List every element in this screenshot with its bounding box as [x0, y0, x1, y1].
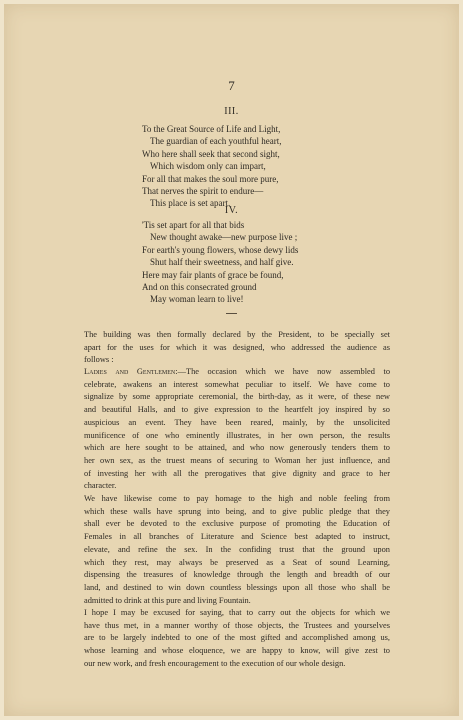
prose-line: which are here sought to be attained, and who now generously tenders them to — [84, 443, 390, 453]
paragraph — [84, 607, 390, 671]
prose-line: I hope I may be excused for saying, that to carry out the objects for which we — [84, 608, 390, 617]
prose-line: signalize by some appropriate ceremonial, the birth-day, as it were, of these new — [84, 392, 390, 402]
prose-line: our new work, and fresh encouragement to the execution of our whole design. — [84, 658, 346, 668]
prose-line: celebrate, awakens an interest somewhat peculiar to itself. We have come to — [84, 379, 390, 389]
prose-line: elevate, and refine the sex. In the confiding trust that the ground upon — [84, 544, 390, 554]
paragraph — [84, 366, 390, 493]
prose-line: Females in all branches of Literature and Science best adapted to instruct, — [84, 532, 390, 542]
verse-line: Which wisdom only can impart, — [150, 161, 266, 172]
verse-line: For all that makes the soul more pure, — [142, 173, 279, 184]
verse-line: Who here shall seek that second sight, — [142, 148, 280, 159]
paragraph — [84, 329, 390, 367]
paragraph — [84, 493, 390, 607]
verse-line: For earth's young flowers, whose dewy lids — [142, 244, 299, 255]
page-number: 7 — [228, 78, 235, 93]
verse-line: Shut half their sweetness, and half give. — [150, 257, 294, 268]
verse-line: To the Great Source of Life and Light, — [142, 124, 281, 134]
prose-line: which these walls have sprung into being, and to give public pledge that they — [84, 506, 390, 516]
prose-line: Ladies and Gentlemen:—The occasion which we have now assembled to — [84, 367, 390, 376]
verse-line: And on this consecrated ground — [142, 282, 257, 292]
section-divider — [226, 313, 237, 314]
prose-line: her own sex, as the truest means of securing to Woman her just influence, and — [84, 455, 390, 465]
verse-line: May woman learn to live! — [150, 294, 244, 305]
salutation: Ladies and Gentlemen — [84, 367, 176, 376]
prose-line: land, and destined to win down countless blessings upon all those who shall be — [84, 582, 390, 592]
prose-line: which they rest, may always be preserved as a Seat of sound Learning, — [84, 557, 390, 567]
verse-line: That nerves the spirit to endure— — [142, 186, 264, 196]
stanza-title: IV. — [224, 205, 239, 216]
prose-line: shall ever be devoted to the exclusive purpose of promoting the Education of — [84, 519, 390, 529]
prose-line: whose learning and whose eloquence, we are happy to know, will give zest to — [84, 646, 390, 656]
prose-line: The building was then formally declared by the President, to be specially set — [84, 330, 390, 339]
prose-line: munificence of one who eminently illustrates, in her own person, the results — [84, 430, 390, 440]
stanza-title: III. — [224, 106, 239, 117]
verse-line: This place is set apart. — [150, 198, 231, 209]
prose-line: have thus met, in a manner worthy of those objects, the Trustees and yourselves — [84, 620, 390, 630]
verse-line: 'Tis set apart for all that bids — [142, 220, 245, 230]
verse-line: New thought awake—new purpose live ; — [150, 232, 298, 243]
prose-line: We have likewise come to pay homage to the high and noble feeling from — [84, 494, 390, 503]
prose-line: and beautiful Halls, and to give expression to the heartfelt joy inspired by so — [84, 405, 390, 415]
prose-line: character. — [84, 481, 117, 491]
verse-line: The guardian of each youthful heart, — [150, 136, 282, 147]
verse-line: Here may fair plants of grace be found, — [142, 269, 284, 280]
prose-line: dispensing the treasures of knowledge through the length and breadth of our — [84, 570, 390, 580]
prose-line: admitted to drink at this pure and living Fountain. — [84, 595, 251, 605]
prose-line: auspicious an event. They have been reared, mainly, by the unsolicited — [84, 417, 390, 427]
prose-line: are to be largely indebted to one of the most gifted and accomplished among us, — [84, 633, 390, 643]
prose-line: follows : — [84, 355, 114, 365]
prose-line: apart for the uses for which it was designed, who addressed the audience as — [84, 342, 390, 352]
prose-line: of investing her with all the prerogatives that give dignity and grace to her — [84, 468, 390, 478]
